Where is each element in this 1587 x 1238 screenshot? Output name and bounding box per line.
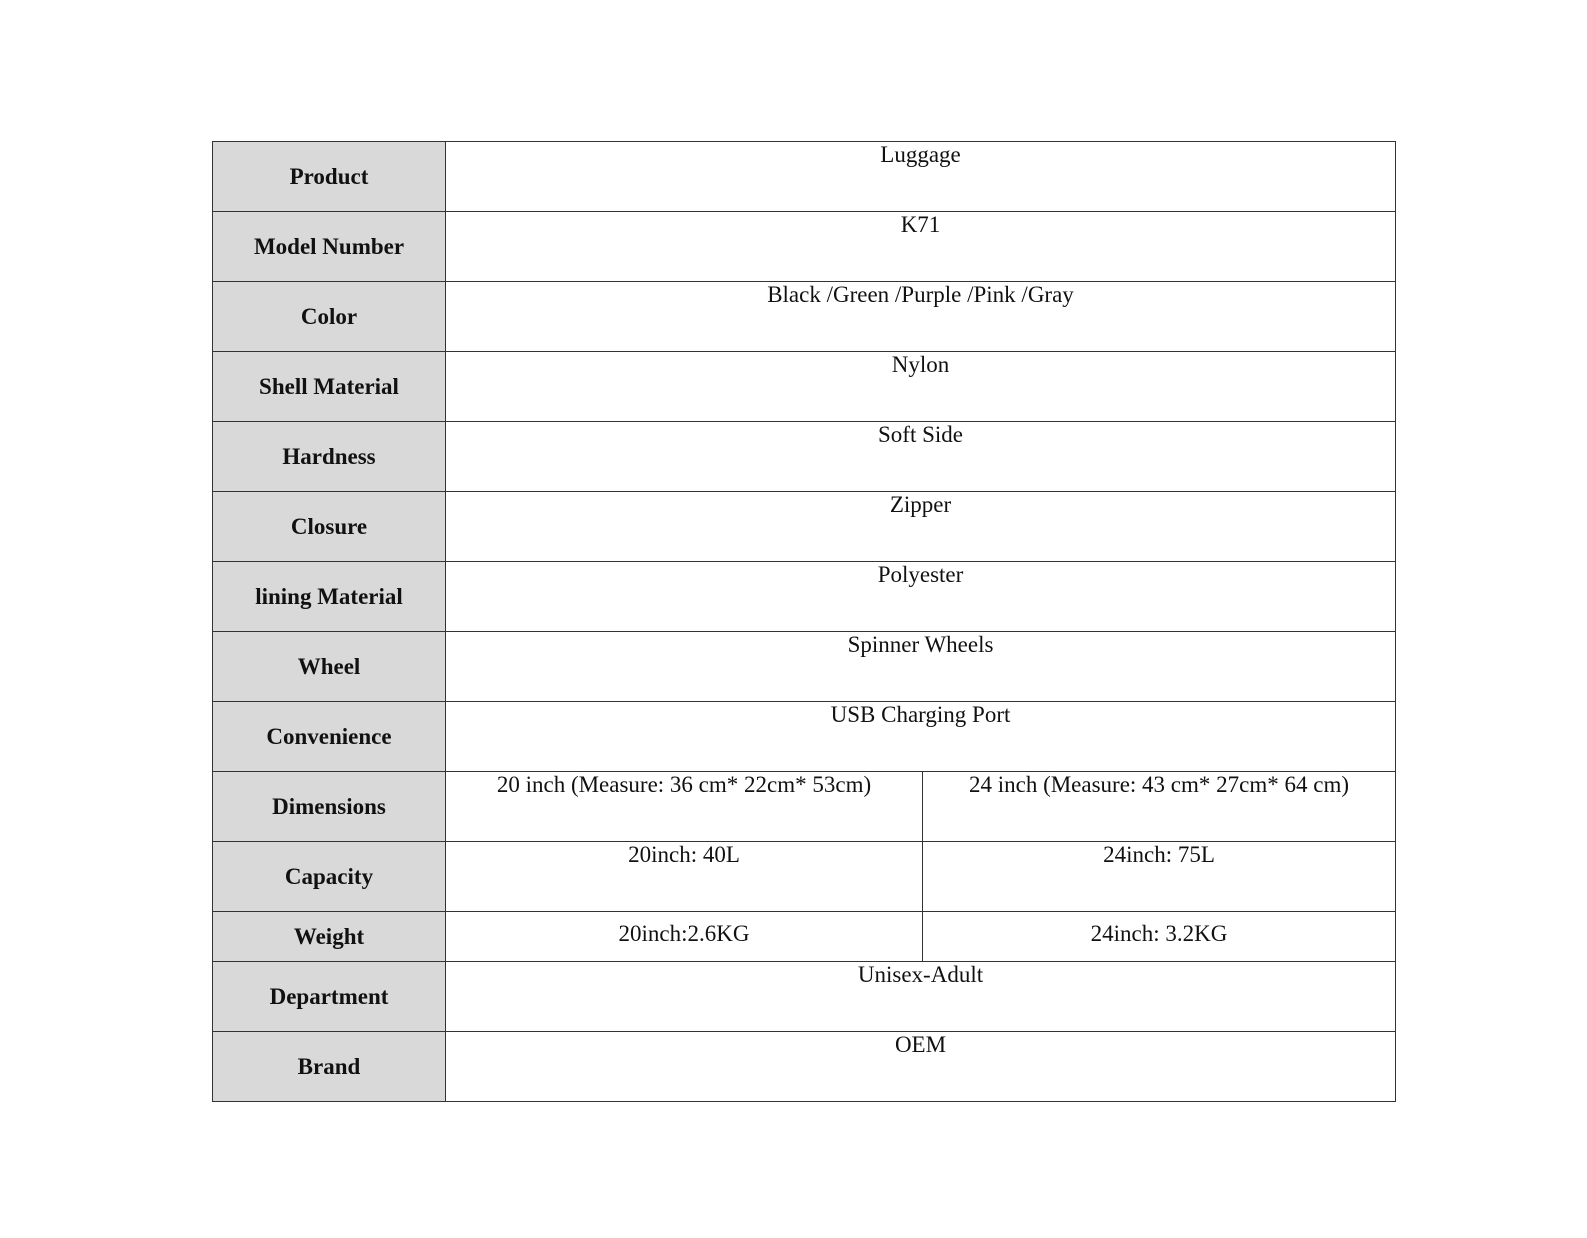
- row-label: Capacity: [213, 842, 446, 912]
- row-value: Soft Side: [446, 422, 1396, 492]
- table-row-hardness: [213, 422, 1396, 492]
- table-row-capacity: [213, 842, 1396, 912]
- table-row-brand: [213, 1032, 1396, 1102]
- table-row-lining-material: [213, 562, 1396, 632]
- row-value: OEM: [446, 1032, 1396, 1102]
- table-row-department: [213, 962, 1396, 1032]
- row-label: Convenience: [213, 702, 446, 772]
- row-label: Color: [213, 282, 446, 352]
- row-value-20-inch: 20 inch (Measure: 36 cm* 22cm* 53cm): [446, 772, 923, 842]
- row-value: Nylon: [446, 352, 1396, 422]
- row-value-24-inch: 24inch: 3.2KG: [923, 912, 1396, 962]
- table-row-convenience: [213, 702, 1396, 772]
- row-label: Brand: [213, 1032, 446, 1102]
- row-value: Polyester: [446, 562, 1396, 632]
- row-label: Department: [213, 962, 446, 1032]
- row-value-20-inch: 20inch: 40L: [446, 842, 923, 912]
- row-value: Spinner Wheels: [446, 632, 1396, 702]
- table-row-color: [213, 282, 1396, 352]
- row-value: Luggage: [446, 142, 1396, 212]
- row-label: Model Number: [213, 212, 446, 282]
- row-label: lining Material: [213, 562, 446, 632]
- row-value: Unisex-Adult: [446, 962, 1396, 1032]
- row-value-20-inch: 20inch:2.6KG: [446, 912, 923, 962]
- row-value: Black /Green /Purple /Pink /Gray: [446, 282, 1396, 352]
- table-row-model-number: [213, 212, 1396, 282]
- row-label: Closure: [213, 492, 446, 562]
- table-row-closure: [213, 492, 1396, 562]
- table-row-weight: [213, 912, 1396, 962]
- row-label: Shell Material: [213, 352, 446, 422]
- table-row-shell-material: [213, 352, 1396, 422]
- row-label: Wheel: [213, 632, 446, 702]
- row-label: Dimensions: [213, 772, 446, 842]
- table-row-wheel: [213, 632, 1396, 702]
- row-label: Hardness: [213, 422, 446, 492]
- row-value-24-inch: 24inch: 75L: [923, 842, 1396, 912]
- row-value-24-inch: 24 inch (Measure: 43 cm* 27cm* 64 cm): [923, 772, 1396, 842]
- spec-table: [212, 141, 1396, 1102]
- row-value: K71: [446, 212, 1396, 282]
- table-row-product: [213, 142, 1396, 212]
- row-label: Product: [213, 142, 446, 212]
- row-label: Weight: [213, 912, 446, 962]
- row-value: USB Charging Port: [446, 702, 1396, 772]
- table-row-dimensions: [213, 772, 1396, 842]
- row-value: Zipper: [446, 492, 1396, 562]
